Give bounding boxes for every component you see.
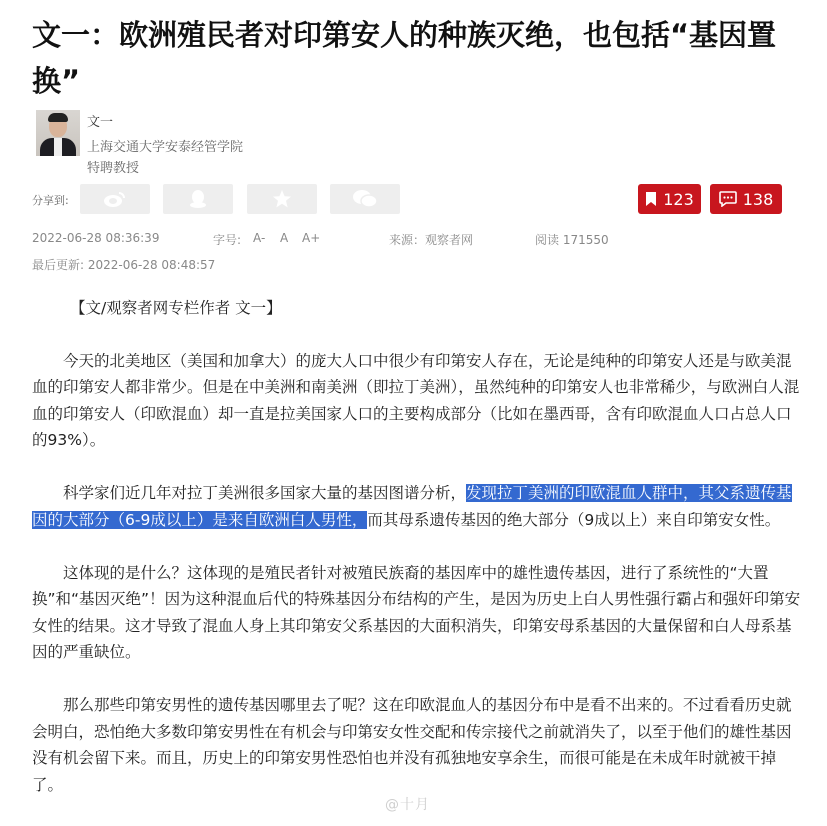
- share-wechat-button[interactable]: [330, 184, 400, 214]
- author-org: 上海交通大学安泰经管学院: [87, 140, 244, 155]
- paragraph-4: 那么那些印第安男性的遗传基因哪里去了呢？这在印欧混血人的基因分布中是看不出来的。不过看看历史就会明白，恐怕绝大多数印第安男性在有机会与印第安女性交配和传宗接代之前就消失了，以至于他们的雄性基因没有机会留下来。而且，历史上的印第安男性恐怕也并没有孤独地安享余生，而很可能是在未成年时就被干掉了。: [32, 696, 792, 794]
- bookmark-icon: [645, 191, 657, 207]
- qq-icon: [189, 189, 207, 209]
- share-qq-button[interactable]: [163, 184, 233, 214]
- weibo-icon: [103, 190, 127, 208]
- paragraph-2: [32, 480, 804, 533]
- bookmark-count: 123: [663, 189, 694, 209]
- font-size-normal-button[interactable]: A: [280, 231, 289, 245]
- bookmark-count-button[interactable]: [638, 184, 701, 214]
- share-qzone-button[interactable]: [247, 184, 317, 214]
- article-source: 来源：观察者网: [389, 233, 474, 247]
- font-size-large-button[interactable]: A+: [302, 231, 321, 245]
- watermark: @十月: [385, 797, 430, 813]
- font-size-small-button[interactable]: A-: [253, 231, 266, 245]
- author-position: 特聘教授: [87, 161, 140, 176]
- paragraph-2-text-end: 而其母系遗传基因的绝大部分（9成以上）来自印第安女性。: [367, 510, 781, 529]
- share-label: 分享到:: [32, 194, 69, 207]
- read-count: 阅读 171550: [535, 233, 609, 247]
- comment-count-button[interactable]: [710, 184, 782, 214]
- share-weibo-button[interactable]: [80, 184, 150, 214]
- publish-datetime: 2022-06-28 08:36:39: [32, 231, 160, 245]
- paragraph-2-text: 科学家们近几年对拉丁美洲很多国家大量的基因图谱分析，: [63, 484, 467, 502]
- qzone-star-icon: [272, 189, 292, 209]
- author-affiliation: [87, 137, 287, 179]
- comment-count: 138: [742, 189, 774, 209]
- article-body: [32, 295, 804, 825]
- comment-icon: [719, 191, 737, 207]
- paragraph-1: 今天的北美地区（美国和加拿大）的庞大人口中很少有印第安人存在，无论是纯种的印第安人还是与欧美混血的印第安人都非常少。但是在中美洲和南美洲（即拉丁美洲），虽然纯种的印第安人也非常稀少，与欧洲白人混血的印第安人（印欧混血）却一直是拉美国家人口的主要构成部分（比如在墨西哥，含有印欧混血人口占总人口的93%）。: [32, 351, 800, 449]
- author-avatar[interactable]: [36, 110, 80, 156]
- font-size-label: 字号:: [213, 233, 242, 247]
- last-updated: 最后更新: 2022-06-28 08:48:57: [32, 258, 216, 272]
- selected-text-highlight: 发现拉丁美洲的印欧混血人群中，其父系遗传基因的大部分（6-9成以上）是来自欧洲白人男性，: [32, 484, 792, 529]
- paragraph-3: 这体现的是什么？这体现的是殖民者针对被殖民族裔的基因库中的雄性遗传基因，进行了系统性的“大置换”和“基因灭绝”！因为这种混血后代的特殊基因分布结构的产生，是因为历史上白人男性强行霸占和强奸印第安女性的结果。这才导致了混血人身上其印第安父系基因的大面积消失，印第安母系基因的大量保留和白人母系基因的严重缺位。: [32, 563, 801, 661]
- author-name[interactable]: 文一: [87, 115, 114, 130]
- article-byline: 【文/观察者网专栏作者 文一】: [70, 299, 282, 317]
- article-title: 文一：欧洲殖民者对印第安人的种族灭绝，也包括“基因置换”: [32, 18, 777, 98]
- wechat-icon: [352, 189, 378, 209]
